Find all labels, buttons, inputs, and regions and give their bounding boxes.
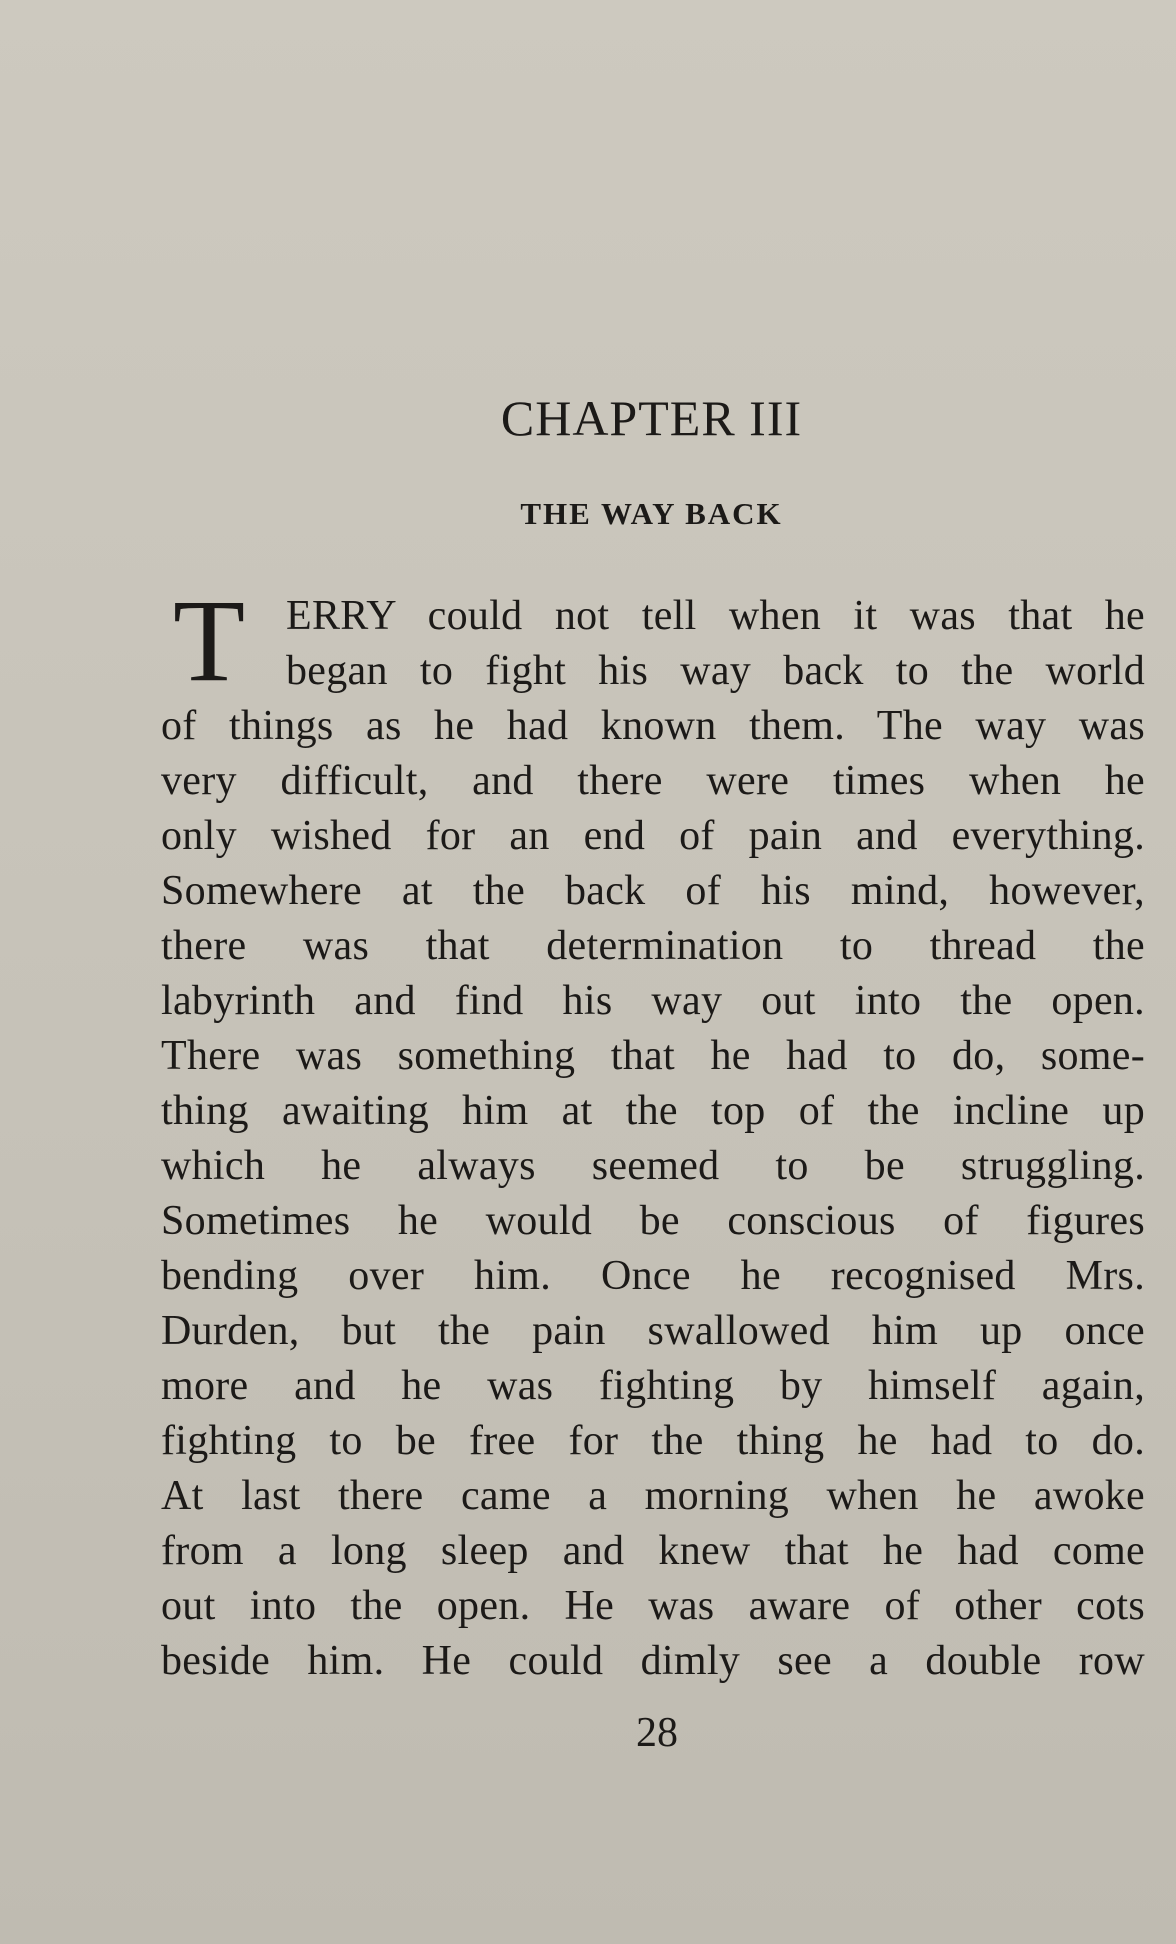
text-line: Durden, but the pain swallowed him up once — [161, 1308, 1145, 1354]
text-line: only wished for an end of pain and everything. — [161, 813, 1145, 859]
text-line: more and he was fighting by himself again, — [161, 1363, 1145, 1409]
text-line: labyrinth and find his way out into the open. — [161, 978, 1145, 1024]
text-line: very difficult, and there were times when he — [161, 758, 1145, 804]
text-line: bending over him. Once he recognised Mrs. — [161, 1253, 1145, 1299]
page-number: 28 — [636, 1710, 678, 1756]
text-line: there was that determination to thread the — [161, 923, 1145, 969]
text-line: Somewhere at the back of his mind, however, — [161, 868, 1145, 914]
body-text — [161, 589, 1145, 1689]
text-line: of things as he had known them. The way was — [161, 703, 1145, 749]
text-line: thing awaiting him at the top of the incline up — [161, 1088, 1145, 1134]
text-line: beside him. He could dimly see a double row — [161, 1638, 1145, 1684]
text-line: from a long sleep and knew that he had come — [161, 1528, 1145, 1574]
text-line: fighting to be free for the thing he had to do. — [161, 1418, 1145, 1464]
text-line: began to fight his way back to the world — [286, 648, 1145, 694]
chapter-title: CHAPTER III — [500, 390, 803, 446]
drop-cap: T — [172, 575, 246, 706]
text-line: At last there came a morning when he awoke — [161, 1473, 1145, 1519]
text-line: Sometimes he would be conscious of figures — [161, 1198, 1145, 1244]
chapter-subtitle: THE WAY BACK — [520, 496, 783, 531]
text-line: which he always seemed to be struggling. — [161, 1143, 1145, 1189]
text-line: There was something that he had to do, some- — [161, 1033, 1145, 1079]
text-line: out into the open. He was aware of other cots — [161, 1583, 1145, 1629]
text-line: ERRY could not tell when it was that he — [286, 593, 1145, 639]
